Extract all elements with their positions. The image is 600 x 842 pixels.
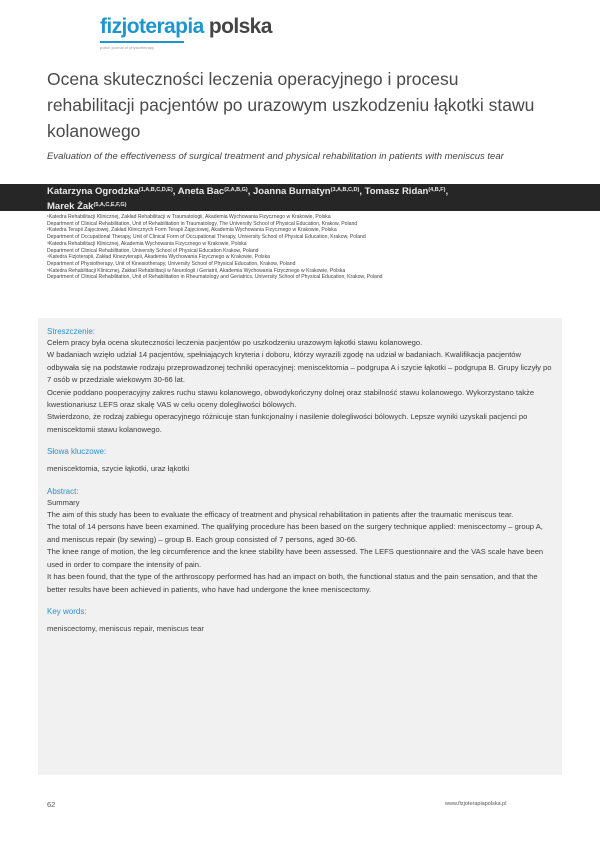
affiliation: ⁴Katedra Fizjoterapii, Zakład Kinezyterapii, Akademia Wychowania Fizycznego w Krakowie, Polska xyxy=(47,254,270,261)
affiliation: Department of Occupational Therapy, Unit of Clinical Form of Occupational Therapy, University School of Physical Education, Krakow, Poland xyxy=(47,234,366,241)
abstract-content xyxy=(47,326,555,635)
article-subtitle: Evaluation of the effectiveness of surgical treatment and physical rehabilitation in patients with meniscus tear xyxy=(47,151,504,162)
author-separator: , xyxy=(172,186,178,197)
affiliation: Department of Clinical Rehabilitation, Unit of Rehabilitation in Traumatology, The University School of Physical Education, Krakow, Poland xyxy=(47,220,358,227)
affiliation: ³Katedra Rehabilitacji Klinicznej, Akademia Wychowania Fizycznego w Krakowie, Polska xyxy=(47,240,247,247)
author-separator: , xyxy=(445,186,449,197)
streszczenie-paragraph: Stwierdzono, że rodzaj zabiegu operacyjnego różnicuje stan funkcjonalny i nasilenie dolegliwości bólowych. Lepsze wyniki uzyskali pacjenci po meniscektomii stawu kolanowego. xyxy=(47,412,528,434)
affiliation: Department of Clinical Rehabilitation, Unit of Rehabilitation in Rheumatology and Geriatrics, University School of Physical Education, Krakow, Poland xyxy=(47,274,383,281)
logo-tagline: polish journal of physiotherapy xyxy=(100,45,155,50)
abstract-paragraph: It has been found, that the type of the arthroscopy performed has had an impact on both, the functional status and the pain sensation, and that the better results have been achieved in patients, who have had undergone the knee meniscectomy. xyxy=(47,572,538,594)
slowa-kluczowe-heading: Słowa kluczowe: xyxy=(47,447,107,457)
author-affiliation: (5,A,C,E,F,G) xyxy=(93,201,127,208)
abstract-paragraph: Summary xyxy=(47,497,80,507)
author xyxy=(47,186,178,197)
logo-part-polska: polska xyxy=(208,15,272,38)
author xyxy=(178,186,253,197)
author-name: Marek Żak xyxy=(47,200,94,212)
author-separator: , xyxy=(247,186,254,197)
author-affiliation: (2,A,B,G) xyxy=(224,187,248,193)
author-separator: , xyxy=(359,186,365,197)
abstract-paragraph: The knee range of motion, the leg circumference and the knee stability have been assessed. The LEFS questionnaire and the VAS scale have been used in order to compare the intensity of pain. xyxy=(47,547,544,569)
affiliation: Department of Physiotherapy, Unit of Kinesiotherapy, University School of Physical Education, Krakow, Poland xyxy=(47,260,296,267)
author-affiliation: (1,A,B,C,D,E) xyxy=(138,187,173,193)
author-name: Joanna Burnatyn xyxy=(253,186,331,197)
journal-url: www.fizjoterapiapolska.pl xyxy=(445,801,507,807)
author xyxy=(47,201,127,212)
affiliation: Department of Clinical Rehabilitation, University School of Physical Education Krakow, Poland xyxy=(47,247,259,254)
affiliation: ¹Katedra Rehabilitacji Klinicznej, Zakład Rehabilitacji w Traumatologii, Akademia Wychowania Fizycznego w Krakowie, Polska xyxy=(47,214,331,220)
key-words-text: meniscectomy, meniscus repair, meniscus tear xyxy=(47,623,204,633)
affiliation: ⁵Katedra Rehabilitacji Klinicznej, Zakład Rehabilitacji w Neurologii i Geriatrii, Akademia Wychowania Fizycznego w Krakowie, Polska xyxy=(47,267,346,274)
abstract-heading: Abstract: xyxy=(47,486,79,496)
slowa-kluczowe-text: meniscektomia, szycie łąkotki, uraz łąkotki xyxy=(47,464,190,474)
author xyxy=(253,186,365,197)
author-name: Tomasz Ridan xyxy=(364,186,429,197)
author-affiliation: (3,A,B,C,D) xyxy=(330,187,360,193)
author-name: Katarzyna Ogrodzka xyxy=(47,186,139,197)
abstract-box xyxy=(38,318,562,775)
logo-wordmark xyxy=(100,16,272,38)
streszczenie-paragraph: Celem pracy była ocena skuteczności leczenia pacjentów po uszkodzeniu urazowym łąkotki stawu kolanowego. xyxy=(47,338,423,347)
key-words-heading: Key words: xyxy=(47,606,87,616)
streszczenie-paragraph: Ocenie poddano pooperacyjny zakres ruchu stawu kolanowego, obwodykończyny dolnej oraz stabilność stawu kolanowego. Wykorzystano także kwestionariusz LEFS oraz skalę VAS w celu oceny dolegliwości bólowych. xyxy=(47,387,535,410)
author-list xyxy=(47,184,557,213)
logo-part-fizjoterapia: fizjoterapia xyxy=(100,15,204,38)
streszczenie-paragraph: W badaniach wzięło udział 14 pacjentów, spełniających kryteria i doboru, którzy wyrazili zgodę na udział w badaniach. Kwalifikacja pacjentów odbywała się na podstawie rodzaju przeprowadzonej techniki operacyjnej: meniscektomia – podgrupa A i szycie łąkotki – podgrupa B. Grupy liczyły po 7 osób w przedziale wiekowym 30-66 lat. xyxy=(47,350,552,385)
abstract-paragraph: The aim of this study has been to evaluate the efficacy of treatment and physical rehabilitation in patients after the traumatic meniscus tear. xyxy=(47,510,514,520)
author-affiliation: (4,B,F) xyxy=(428,187,446,193)
streszczenie-heading: Streszczenie: xyxy=(47,327,96,336)
affiliation-list xyxy=(47,214,557,281)
author-name: Aneta Bac xyxy=(177,186,225,197)
affiliation: ²Katedra Terapii Zajęciowej, Zakład Klinicznych Form Terapii Zajęciowej, Akademia Wychowania Fizycznego w Krakowie, Polska xyxy=(47,227,337,234)
page-number: 62 xyxy=(47,800,56,809)
author xyxy=(365,186,448,197)
article-title: Ocena skuteczności leczenia operacyjnego i procesu rehabilitacji pacjentów po urazowym uszkodzeniu łąkotki stawu kolanowego xyxy=(47,69,535,141)
journal-logo xyxy=(100,15,272,50)
logo-underline xyxy=(100,41,184,43)
abstract-paragraph: The total of 14 persons have been examined. The qualifying procedure has been based on the surgery technique applied: meniscectomy – group A, and meniscus repair (by sewing) – group B. Each group consisted of 7 persons, aged 30-66. xyxy=(47,522,543,544)
